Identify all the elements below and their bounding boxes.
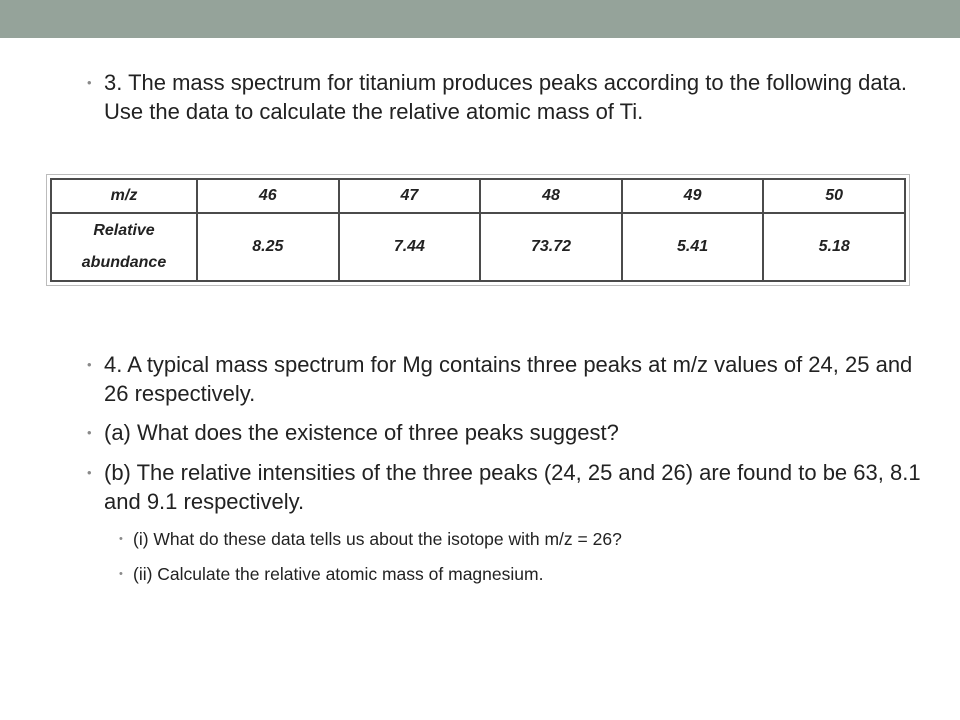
table-cell-mz-4: 49 [622,179,764,213]
table-cell-mz-3: 48 [480,179,622,213]
question-4-text: • 4. A typical mass spectrum for Mg contains three peaks at m/z values of 24, 25 and 26 respectively. [104,350,924,408]
question-3-text: • 3. The mass spectrum for titanium produces peaks according to the following data. Use the data to calculate the relative atomic mass of Ti. [104,68,924,126]
top-banner [0,0,960,38]
abundance-label-line2: abundance [81,254,167,271]
table-cell-abundance-4: 5.41 [622,213,764,281]
table-cell-abundance-3: 73.72 [480,213,622,281]
abundance-label-line1: Relative [93,222,155,239]
table-cell-mz-5: 50 [763,179,905,213]
question-4b-i-text: • (i) What do these data tells us about the isotope with m/z = 26? [133,528,923,550]
question-4b-text: • (b) The relative intensities of the three peaks (24, 25 and 26) are found to be 63, 8.1 and 9.1 respectively. [104,458,924,516]
table-row-mz [51,179,905,213]
titanium-data-table [46,174,910,286]
table-header-abundance [51,213,197,281]
table-cell-abundance-5: 5.18 [763,213,905,281]
table-cell-mz-1: 46 [197,179,339,213]
table-cell-mz-2: 47 [339,179,481,213]
table-header-mz: m/z [51,179,197,213]
table-cell-abundance-2: 7.44 [339,213,481,281]
table-row-abundance [51,213,905,281]
table-cell-abundance-1: 8.25 [197,213,339,281]
mass-spectrum-table [50,178,906,282]
question-4b-ii-text: • (ii) Calculate the relative atomic mass of magnesium. [133,563,923,585]
question-4a-text: • (a) What does the existence of three peaks suggest? [104,418,924,447]
